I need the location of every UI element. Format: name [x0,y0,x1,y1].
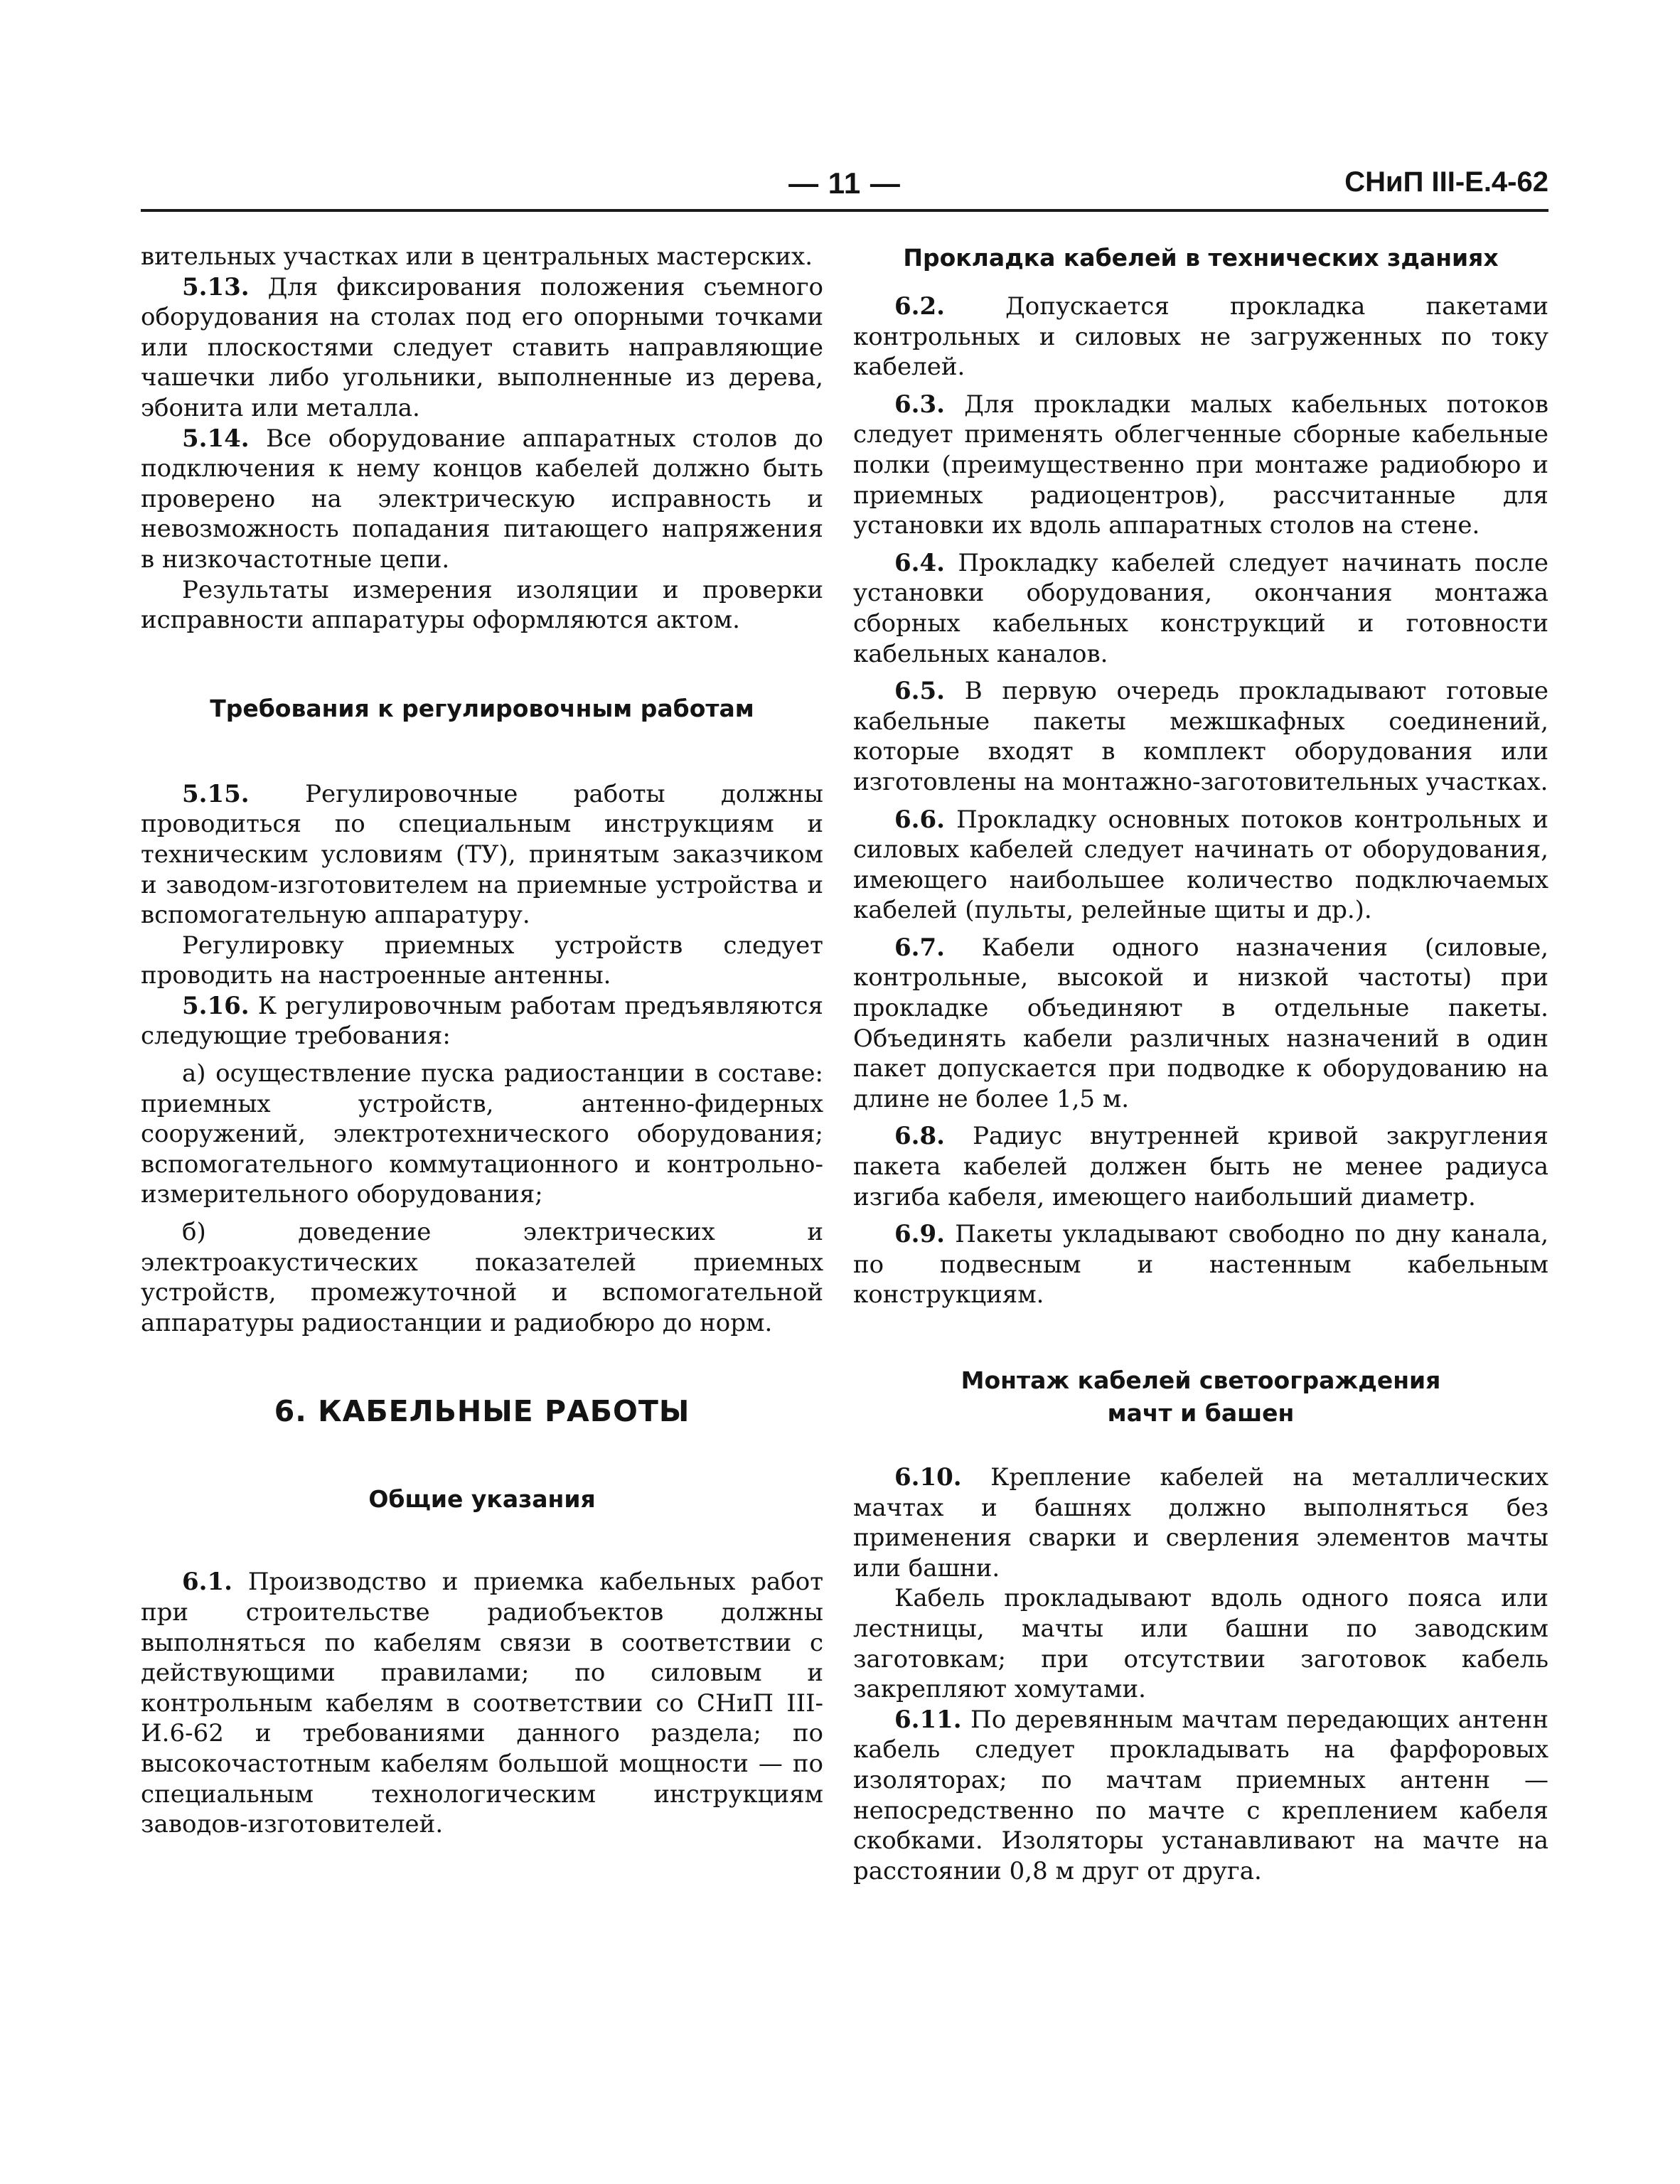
left-column [141,242,823,1840]
clause-text: Для прокладки малых кабельных потоков следует применять облегченные сборные кабельные полки (преимущественно при монтаже радиобюро и приемных радиоцентров), рассчитанные для установки их вдоль аппаратных столов на стене. [853,390,1548,540]
clause-6-6 [853,805,1548,926]
clause-6-11 [853,1705,1548,1887]
clause-text: Регулировочные работы должны проводиться по специальным инструкциям и техническим условиям (ТУ), принятым заказчиком и заводом-изготовителем на приемные устройства и вспомогательную аппаратуру. [141,779,823,930]
section-heading-tech-buildings: Прокладка кабелей в технических зданиях [903,244,1499,272]
clause-text: В первую очередь прокладывают готовые кабельные пакеты межшкафных соединений, которые входят в комплект оборудования или изготовлены на монтажно-заготовительных участках. [853,677,1548,796]
clause-number: 6.11. [894,1705,962,1734]
section-heading-mast-lighting: Монтаж кабелей светоограждения мачт и башен [961,1366,1441,1427]
clause-5-16-item-b: б) доведение электрических и электроакустических показателей приемных устройств, промежуточной и вспомогательной аппаратуры радиостанции и радиобюро до норм. [141,1218,823,1337]
clause-number: 5.15. [182,779,250,808]
clause-text: По деревянным мачтам передающих антенн кабель следует прокладывать на фарфоровых изоляторах; по мачтам приемных антенн — непосредственно по мачте с креплением кабеля скобками. Изоляторы устанавливают на мачте на расстоянии 0,8 м друг от друга. [853,1705,1548,1885]
clause-6-1 [141,1567,823,1839]
clause-6-2 [853,291,1548,382]
clause-5-16-item-a: а) осуществление пуска радиостанции в составе: приемных устройств, антенно-фидерных сооружений, электротехнического оборудования; вспомогательного коммутационного и контрольно-измерительного оборудования; [141,1059,823,1209]
clause-text: Прокладку кабелей следует начинать после установки оборудования, окончания монтажа сборных кабельных конструкций и готовности кабельных каналов. [853,548,1548,668]
page-header [141,162,1548,212]
clause-6-3 [853,390,1548,541]
clause-6-10 [853,1462,1548,1583]
clause-text: Допускается прокладка пакетами контрольных и силовых не загруженных по току кабелей. [853,292,1548,382]
clause-text: Радиус внутренней кривой закругления пакета кабелей должен быть не менее радиуса изгиба кабеля, имеющего наибольший диаметр. [853,1122,1548,1211]
clause-text: К регулировочным работам предъявляются следующие требования: [141,991,823,1051]
clause-number: 6.5. [894,677,945,706]
clause-number: 5.13. [182,272,250,301]
clause-number: 6.9. [894,1220,945,1249]
subsection-heading-general: Общие указания [368,1485,596,1514]
clause-number: 6.7. [894,933,945,962]
clause-number: 6.2. [894,292,945,321]
paragraph-continued: вительных участках или в центральных мастерских. [141,242,813,271]
clause-5-14 [141,424,823,575]
clause-6-8 [853,1121,1548,1212]
clause-text: Все оборудование аппаратных столов до подключения к нему концов кабелей должно быть проверено на электрическую исправность и невозможность попадания питающего напряжения в низкочастотные цепи. [141,424,823,574]
section-heading-cable-works: 6. КАБЕЛЬНЫЕ РАБОТЫ [274,1394,690,1429]
clause-number: 5.16. [182,991,250,1020]
clause-5-13 [141,272,823,424]
clause-number: 6.10. [894,1463,962,1492]
clause-6-4 [853,548,1548,669]
clause-number: 5.14. [182,424,250,453]
clause-5-14-continued: Результаты измерения изоляции и проверки исправности аппаратуры оформляются актом. [141,575,823,635]
page-number: — 11 — [788,166,901,200]
clause-6-7 [853,933,1548,1115]
clause-number: 6.3. [894,390,945,419]
clause-number: 6.4. [894,548,945,577]
clause-text: Для фиксирования положения съемного оборудования на столах под его опорными точками или плоскостями следует ставить направляющие чашечки либо угольники, выполненные из дерева, эбонита или металла. [141,272,823,422]
clause-number: 6.6. [894,805,945,834]
clause-text: Кабели одного назначения (силовые, контрольные, высокой и низкой частоты) при прокладке объединяют в отдельные пакеты. Объединять кабели различных назначений в один пакет допускается при подводке к оборудованию на длине не более 1,5 м. [853,933,1548,1113]
clause-number: 6.8. [894,1122,945,1151]
clause-text: Прокладку основных потоков контрольных и силовых кабелей следует начинать от оборудования, имеющего наибольшее количество подключаемых кабелей (пульты, релейные щиты и др.). [853,805,1548,925]
clause-6-10-continued: Кабель прокладывают вдоль одного пояса или лестницы, мачты или башни по заводским заготовкам; при отсутствии заготовок кабель закрепляют хомутами. [853,1584,1548,1704]
clause-5-15-continued: Регулировку приемных устройств следует проводить на настроенные антенны. [141,931,823,990]
section-heading-adjustment: Требования к регулировочным работам [210,694,754,722]
document-code: СНиП III-Е.4-62 [1344,166,1548,198]
clause-number: 6.1. [182,1568,232,1597]
clause-5-16 [141,991,823,1051]
clause-text: Крепление кабелей на металлических мачтах и башнях должно выполняться без применения сварки и сверления элементов мачты или башни. [853,1463,1548,1583]
right-column [853,242,1548,1886]
clause-text: Пакеты укладывают свободно по дну канала, по подвесным и настенным кабельным конструкциям. [853,1220,1548,1310]
clause-6-9 [853,1219,1548,1310]
clause-text: Производство и приемка кабельных работ при строительстве радиобъектов должны выполняться по кабелям связи в соответствии с действующими правилами; по силовым и контрольным кабелям в соответствии со СНиП III-И.6-62 и требованиями данного раздела; по высокочастотным кабелям большой мощности — по специальным технологическим инструкциям заводов-изготовителей. [141,1568,823,1839]
clause-6-5 [853,676,1548,797]
clause-5-15 [141,779,823,931]
